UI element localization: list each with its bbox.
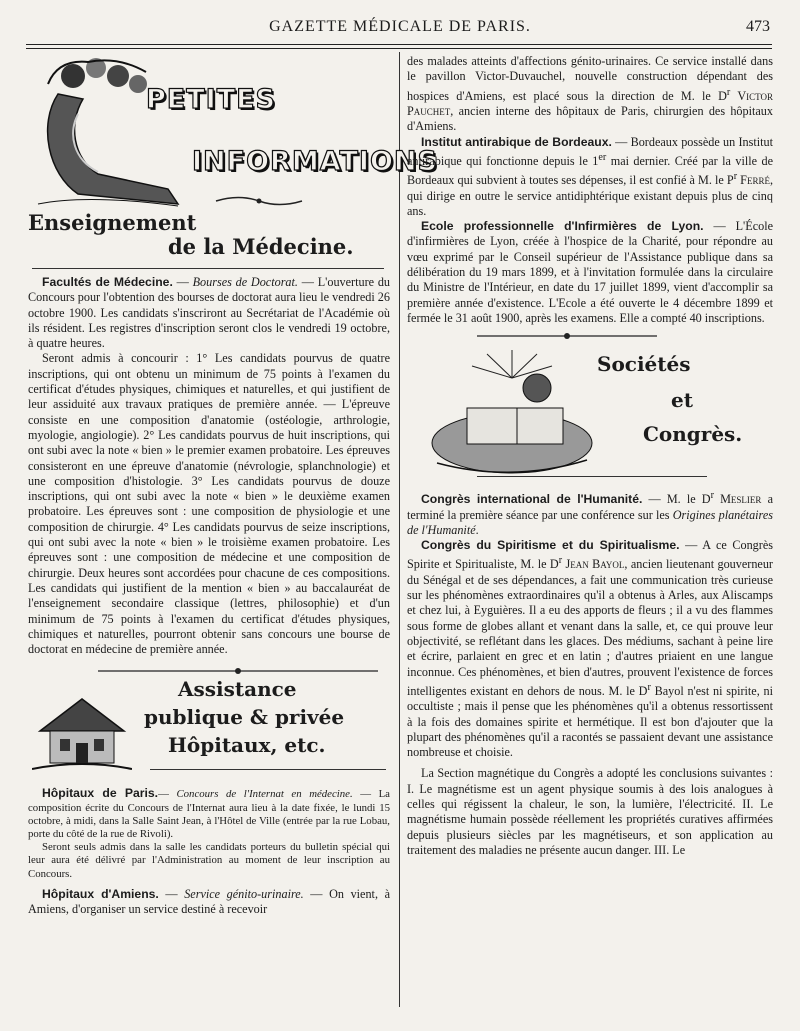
banner-word-petites: PETITES	[146, 84, 277, 115]
ornament-divider	[88, 665, 438, 677]
article-subtitle: Service génito-urinaire.	[184, 886, 304, 901]
article-subtitle: Concours de l'Internat en médecine.	[176, 788, 353, 801]
article-paragraph: Seront admis à concourir : 1° Les candidats pourvus de quatre inscriptions, qui ont obtenu un minimum de 75 points à l'examen du certificat d'études physiques, chimiques et naturelles, et qui justifient de leur assiduité aux travaux pratiques de première année. — L'épreuve consiste en une composition d'anatomie (ostéologie, arthrologie, myologie, angiologie). 2° Les candidats pourvus de huit inscriptions, qui ont subi avec la note « bien » le premier examen probatoire. Les épreuves consisteront en une épreuve d'anatomie (névrologie, splanchnologie) et une composition d'histologie. 3° Les candidats pourvus de douze inscriptions, qui ont subi avec la note « bien » le deuxième examen probatoire. Les épreuves sont : une composition de physiologie et une composition de chirurgie. 4° Les candidats pourvus de seize inscriptions, qui ont subi avec la note « bien » le troisième examen probatoire. Les épreuves sont : une composition de médecine et une composition de chirurgie. Deux heures sont accordées pour chacune de ces compositions. Les candidats qui justifient de la mention « bien » au baccalauréat de l'enseignement secondaire classique (lettres, philosophie) et d'un minimum de 75 points à l'examen du certificat d'études physiques, chimiques et naturelles, pourront obtenir sans concours une bourse de doctorat en médecine de première année.	[28, 351, 390, 657]
article-lyon	[407, 219, 773, 326]
assistance-banner	[28, 665, 390, 787]
article-run-in: Institut antirabique de Bordeaux.	[421, 134, 612, 149]
section-title-line1: Sociétés	[597, 352, 691, 377]
article-run-in: Ecole professionnelle d'Infirmières de Lyon.	[421, 219, 704, 234]
article-text: — L'ouverture du Concours pour l'obtention des bourses de doctorat aura lieu le vendredi 26 octobre 1900. Les candidats s'inscriront au Secrétariat de l'Académie où ils résident. Les registres d'inscription seront clos le vendredi 19 octobre, à quatre heures.	[28, 275, 391, 351]
page-number: 473	[746, 18, 770, 35]
article-bordeaux: Institut antirabique de Bordeaux. — Bordeaux possède un Institut antirabique qui fonctionne depuis le 1er mai dernier. Créé par la ville de Bordeaux qui subvient à toutes ses dépenses, il est confié à M. le $P^r$ Ferré, qui dirige en outre le service antidiphtérique existant depuis plus de cinq ans.	[407, 134, 774, 218]
header-rule	[26, 44, 772, 45]
cornucopia-icon	[28, 54, 188, 210]
person-name: Meslier	[713, 492, 762, 507]
article-spiritisme: Congrès du Spiritisme et du Spiritualisme. — A ce Congrès Spirite et Spiritualiste, M. le $D^r$ Jean Bayol, ancien lieutenant gouverneur du Sénégal et de ses dépendances, a fait une communication très curieuse sur les phénomènes extraordinaires qu'il a obtenus à Arles, aux Aliscamps et chez lui, à Eyguières. Il a eu des apports de fleurs ; il a vu des flammes sous forme de globes allant et venant dans la salle, et, ce qui prouve leur objectivité, se reflétant dans les glaces. Des médiums, sachant à peine lire et écrire, parlaient en grec et en latin ; d'autres priaient en une langue inconnue. Ces phénomènes, et bien d'autres, prouvent l'existence de forces intelligentes existant en dehors de nous. M. le $D^r$ Bayol n'est ni spirite, ni occultiste ; mais il pense que les phénomènes qu'il a obtenus ressortissent à la fois des domaines spirite et hermétique. Il est bon d'ajouter que la plupart des phénomènes qu'il a racontés se passaient devant une assistance nombreuse et choisie.	[407, 538, 773, 760]
column-separator	[399, 52, 400, 1007]
petites-informations-banner	[28, 54, 438, 210]
section-title-line3: Hôpitaux, etc.	[168, 733, 326, 758]
societes-banner	[407, 330, 773, 488]
section-rule	[150, 769, 386, 770]
journal-title: GAZETTE MÉDICALE DE PARIS.	[269, 18, 531, 35]
page-header	[28, 18, 772, 40]
article-humanite: Congrès international de l'Humanité. — M. le $D^r$ Meslier a terminé la première séance par une conférence sur les Origines planétaires de l'Humanité.	[407, 490, 773, 537]
article-hopitaux-amiens: Hôpitaux d'Amiens. — Service génito-urinaire. — On vient, à Amiens, d'organiser un service destiné à recevoir	[28, 886, 390, 917]
article-run-in: Congrès du Spiritisme et du Spiritualisme.	[421, 538, 680, 553]
left-column	[28, 54, 438, 917]
house-icon	[32, 691, 132, 773]
header-rule-thin	[26, 48, 772, 49]
person-name: Ferré	[737, 173, 770, 188]
article-amiens-continued: des malades atteints d'affections génito-urinaires. Ce service installé dans le pavillon Victor-Duvauchel, nouvelle construction dépendant des hospices d'Amiens, est placé sous la direction de M. le $D^r$ Victor Pauchet, ancien interne des hôpitaux de Paris, chirurgien des hôpitaux d'Amiens.	[407, 54, 773, 134]
article-facultes: Facultés de Médecine. — Bourses de Doctorat. — L'ouverture du Concours pour l'obtention des bourses de doctorat aura lieu le vendredi 26 octobre 1900. Les candidats s'inscriront au Secrétariat de l'Académie où ils résident. Les registres d'inscription seront clos le vendredi 19 octobre, à quatre heures.	[28, 275, 391, 351]
emblem-book-icon	[427, 348, 597, 478]
person-name: Victor Pauchet	[407, 88, 773, 118]
article-paragraph: Seront seuls admis dans la salle les candidats porteurs du bulletin spécial qui leur aura été délivré par l'Administration au moment de leur inscription au Concours.	[28, 841, 390, 880]
article-run-in: Congrès international de l'Humanité.	[421, 492, 643, 507]
section-rule	[477, 476, 707, 477]
banner-word-informations: INFORMATIONS	[192, 146, 438, 177]
article-hopitaux-paris: Hôpitaux de Paris.— Concours de l'Internat en médecine. — La composition écrite du Concours de l'Internat aura lieu à la date fixée, le lundi 15 octobre, à midi, dans la Salle Saint Jean, à l'Hôtel de Ville (entrée par la rue Lobau, porte du côté de la rue de Rivoli).	[28, 786, 390, 841]
article-run-in: Hôpitaux de Paris.	[42, 786, 159, 801]
section-title-line2: publique & privée	[144, 705, 345, 730]
section-title-line1: Enseignement	[28, 210, 197, 235]
person-name: Jean Bayol	[562, 557, 625, 572]
section-title-line2: de la Médecine.	[168, 234, 354, 259]
article-run-in: Facultés de Médecine.	[42, 275, 173, 289]
article-text: — L'École d'infirmières de Lyon, créée à l'hospice de la Charité, pour répondre au vœu exprimé par le Conseil supérieur de l'Assistance publique dans sa délibération du 19 mars 1899, et à l'invitation formulée dans la circulaire du Ministre de l'Intérieur, en date du 17 juillet 1899, vient d'accomplir sa première année d'existence. L'Ecole a été ouverte le 4 décembre 1899 et fermée le 31 août 1900, après les examens. Elle a compté 40 inscriptions.	[407, 219, 773, 325]
section-title-line1: Assistance	[178, 677, 297, 702]
section-heading-enseignement	[28, 210, 390, 264]
ornament-divider	[214, 194, 304, 208]
section-rule	[32, 268, 384, 269]
article-subtitle: Bourses de Doctorat.	[192, 275, 298, 289]
article-text: — On vient, à Amiens, d'organiser un service destiné à recevoir	[28, 886, 390, 917]
article-paragraph: La Section magnétique du Congrès a adopté les conclusions suivantes : I. Le magnétisme est un agent physique soumis à des lois analogues à celles qui régissent la chaleur, le son, la lumière, l'électricité. II. Le magnétisme humain possède réellement les propriétés curatives affirmées depuis plusieurs siècles par les magnétiseurs, et son application au traitement des maladies ne présente aucun danger. III. Le	[407, 766, 773, 857]
article-text: — La composition écrite du Concours de l'Internat aura lieu à la date fixée, le lundi 15 octobre, à midi, dans la Salle Saint Jean, à l'Hôtel de Ville (entrée par la rue Lobau, porte du côté de la rue de Rivoli).	[28, 788, 390, 841]
section-title-line3: Congrès.	[643, 422, 743, 447]
right-column	[407, 54, 773, 858]
section-title-line2: et	[671, 388, 693, 413]
article-run-in: Hôpitaux d'Amiens.	[42, 886, 159, 901]
ornament-divider	[467, 330, 767, 342]
